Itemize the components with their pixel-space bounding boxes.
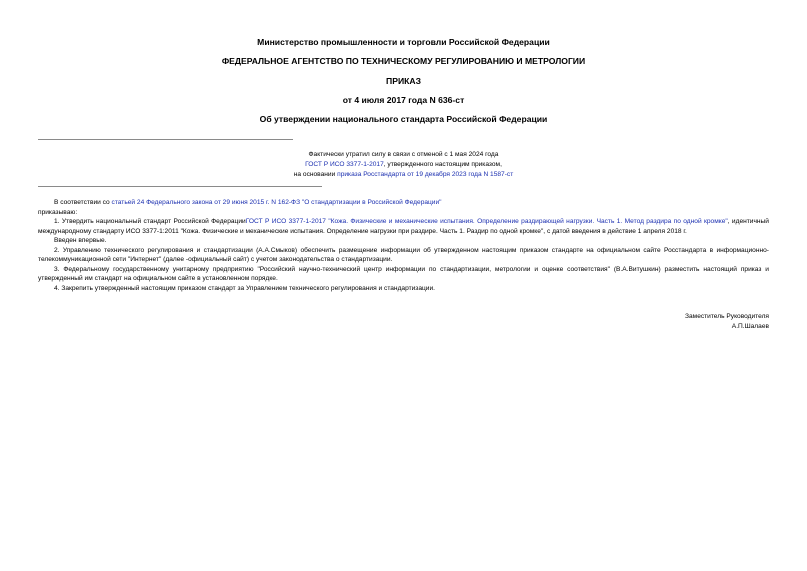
document-date-number: от 4 июля 2017 года N 636-ст [342,95,465,105]
document-body [38,198,769,293]
item-3: 3. Федеральному государственному унитарному предприятию "Российский научно-технический центр информации по стандартизации, метрологии и оценке соответствия" (В.А.Витушкин) разместить настоящий приказ и утвержденный им стандарт на официальном сайте в установленном порядке. [38,265,769,282]
item-2: 2. Управлению технического регулирования и стандартизации (А.А.Смыков) обеспечить размещение информации об утвержденном настоящим приказом стандарте на официальном сайте Росстандарта в информационно-телекоммуникационной сети "Интернет" (далее -официальный сайт) с учетом законодательства о стандартизации. [38,246,769,263]
item-1 [38,217,769,236]
item-1-prefix: 1. Утвердить национальный стандарт Российской Федерации [54,218,246,225]
signatory-position: Заместитель Руководителя [685,313,769,320]
status-note-line3-prefix: на основании [293,171,338,178]
gost-link[interactable]: ГОСТ Р ИСО 3377-1-2017 [305,161,384,168]
preamble [38,198,769,208]
signature-block [38,312,769,331]
rosstandart-order-link[interactable]: приказа Росстандарта от 19 декабря 2023 года N 1587-ст [337,171,514,178]
signatory-name: А.П.Шалаев [731,322,769,330]
bottom-divider [38,186,322,187]
ministry-title: Министерство промышленности и торговли Российской Федерации [257,37,550,47]
federal-law-link[interactable]: статьей 24 Федерального закона от 29 июня 2015 г. N 162-ФЗ "О стандартизации в Российской Федерации" [111,199,442,206]
standard-link[interactable]: ГОСТ Р ИСО 3377-1-2017 "Кожа. Физические и механические испытания. Определение раздирающей нагрузки. Часть 1. Метод раздира по одной кромке" [245,218,728,225]
status-note-line2-text: , утвержденного настоящим приказом, [383,161,502,168]
agency-title: ФЕДЕРАЛЬНОЕ АГЕНТСТВО ПО ТЕХНИЧЕСКОМУ РЕГУЛИРОВАНИЮ И МЕТРОЛОГИИ [221,56,586,66]
document-subject: Об утверждении национального стандарта Российской Федерации [259,114,548,124]
first-introduced: Введен впервые. [54,237,107,244]
order-word: приказываю: [38,208,78,216]
item-4: 4. Закрепить утвержденный настоящим приказом стандарт за Управлением технического регулирования и стандартизации. [54,284,435,292]
preamble-prefix: В соответствии со [54,199,112,206]
status-note-line2 [0,160,807,170]
document-type: ПРИКАЗ [386,76,421,86]
status-note-line1: Фактически утратил силу в связи с отменой с 1 мая 2024 года [308,151,499,158]
item-1-suffix: , идентичный международному стандарту ИСО 3377-1:2011 "Кожа. Физические и механические испытания. Определение нагрузки при раздире. Часть 1. Раздир по одной кромке", с датой введения в действие 1 апреля 2018 г. [38,218,769,235]
top-divider [38,139,293,140]
status-note-line3 [0,170,807,180]
